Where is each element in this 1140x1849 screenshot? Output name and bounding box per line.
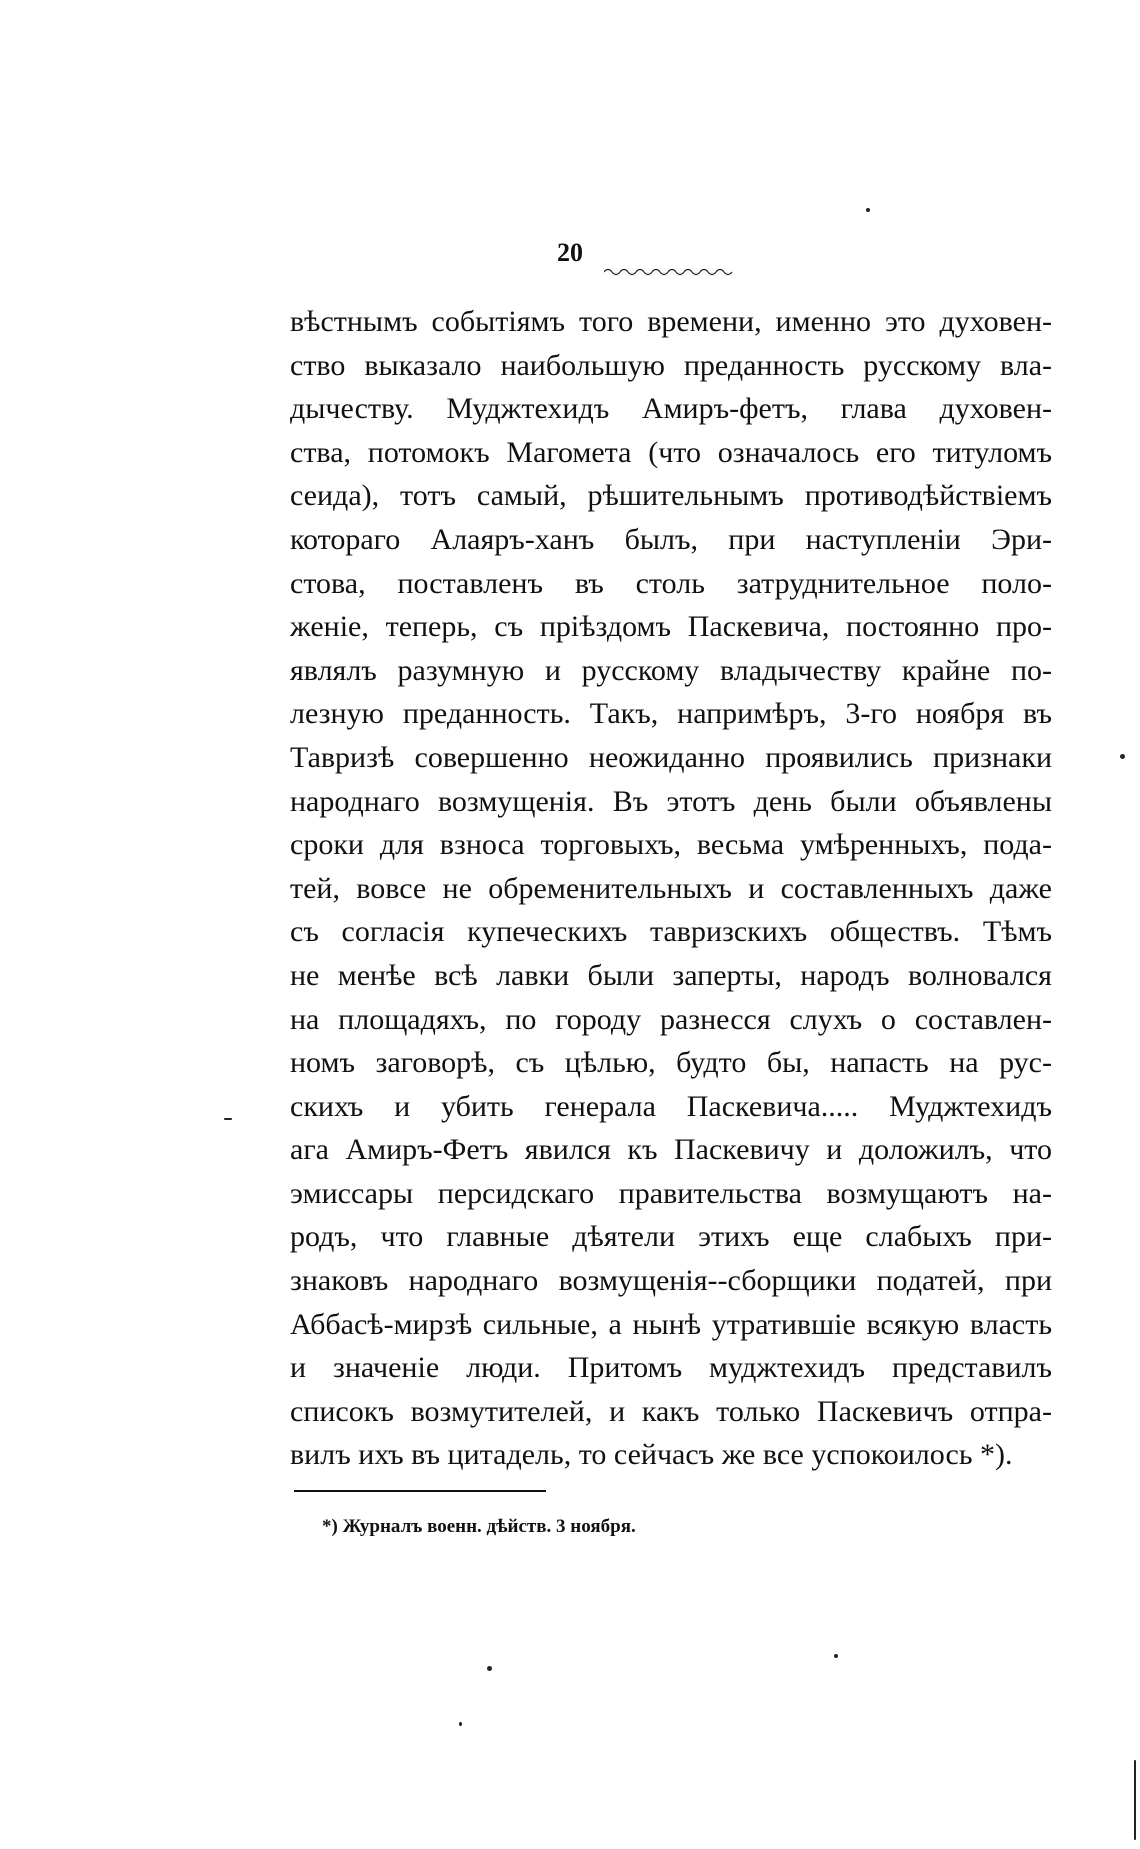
- text-line: стова, поставленъ въ столь затруднительное поло-: [290, 566, 1052, 600]
- footnote: *) Журналъ военн. дѣйств. 3 ноября.: [322, 1516, 636, 1537]
- text-line: народнаго возмущенія. Въ этотъ день были объявлены: [290, 784, 1052, 818]
- footnote-divider: [294, 1490, 546, 1492]
- text-line: вилъ ихъ въ цитадель, то сейчасъ же все успокоилось *).: [290, 1438, 1013, 1472]
- scan-speck: [834, 1654, 838, 1658]
- text-line: сроки для взноса торговыхъ, весьма умѣренныхъ, пода-: [290, 828, 1052, 862]
- text-line: знаковъ народнаго возмущенія--сборщики податей, при: [290, 1264, 1052, 1298]
- text-line: Тавризѣ совершенно неожиданно проявились признаки: [290, 740, 1052, 774]
- text-line: дычеству. Муджтехидъ Амиръ-фетъ, глава духовен-: [290, 392, 1052, 426]
- text-line: ство выказало наибольшую преданность русскому вла-: [290, 348, 1052, 382]
- text-line: женіе, теперь, съ пріѣздомъ Паскевича, постоянно про-: [290, 610, 1052, 644]
- text-line: являлъ разумную и русскому владычеству крайне по-: [290, 653, 1052, 687]
- scan-speck: [866, 208, 870, 212]
- text-line: номъ заговорѣ, съ цѣлью, будто бы, напасть на рус-: [290, 1046, 1052, 1080]
- scan-speck: [224, 1118, 232, 1120]
- text-line: ага Амиръ-Фетъ явился къ Паскевичу и доложилъ, что: [290, 1133, 1052, 1167]
- scan-speck: [1134, 1760, 1136, 1840]
- body-text: [290, 300, 1052, 1477]
- scan-speck: [487, 1666, 492, 1671]
- text-line: эмиссары персидскаго правительства возмущаютъ на-: [290, 1176, 1052, 1210]
- text-line: съ согласія купеческихъ тавризскихъ обществъ. Тѣмъ: [290, 915, 1052, 949]
- text-line: сеида), тотъ самый, рѣшительнымъ противодѣйствіемъ: [290, 479, 1052, 513]
- decorative-wavy-rule: [604, 266, 734, 278]
- text-line: котораго Алаяръ-ханъ былъ, при наступленіи Эри-: [290, 522, 1052, 556]
- text-line: тей, вовсе не обременительныхъ и составленныхъ даже: [290, 871, 1052, 905]
- page-number: 20: [557, 238, 583, 267]
- text-line: и значеніе люди. Притомъ муджтехидъ представилъ: [290, 1351, 1052, 1385]
- text-line: на площадяхъ, по городу разнесся слухъ о составлен-: [290, 1002, 1052, 1036]
- scan-speck: [1120, 754, 1125, 759]
- text-line: ства, потомокъ Магомета (что означалось его титуломъ: [290, 435, 1052, 469]
- text-line: списокъ возмутителей, и какъ только Паскевичъ отпра-: [290, 1394, 1052, 1428]
- text-line: вѣстнымъ событіямъ того времени, именно это духовен-: [290, 305, 1052, 338]
- text-line: Аббасѣ-мирзѣ сильные, а нынѣ утратившіе всякую власть: [290, 1307, 1052, 1341]
- text-line: родъ, что главные дѣятели этихъ еще слабыхъ при-: [290, 1220, 1052, 1254]
- scan-speck: [459, 1722, 462, 1726]
- text-line: не менѣе всѣ лавки были заперты, народъ волновался: [290, 958, 1052, 992]
- text-line: скихъ и убить генерала Паскевича..... Муджтехидъ: [290, 1089, 1052, 1123]
- text-line: лезную преданность. Такъ, напримѣръ, 3-го ноября въ: [290, 697, 1052, 731]
